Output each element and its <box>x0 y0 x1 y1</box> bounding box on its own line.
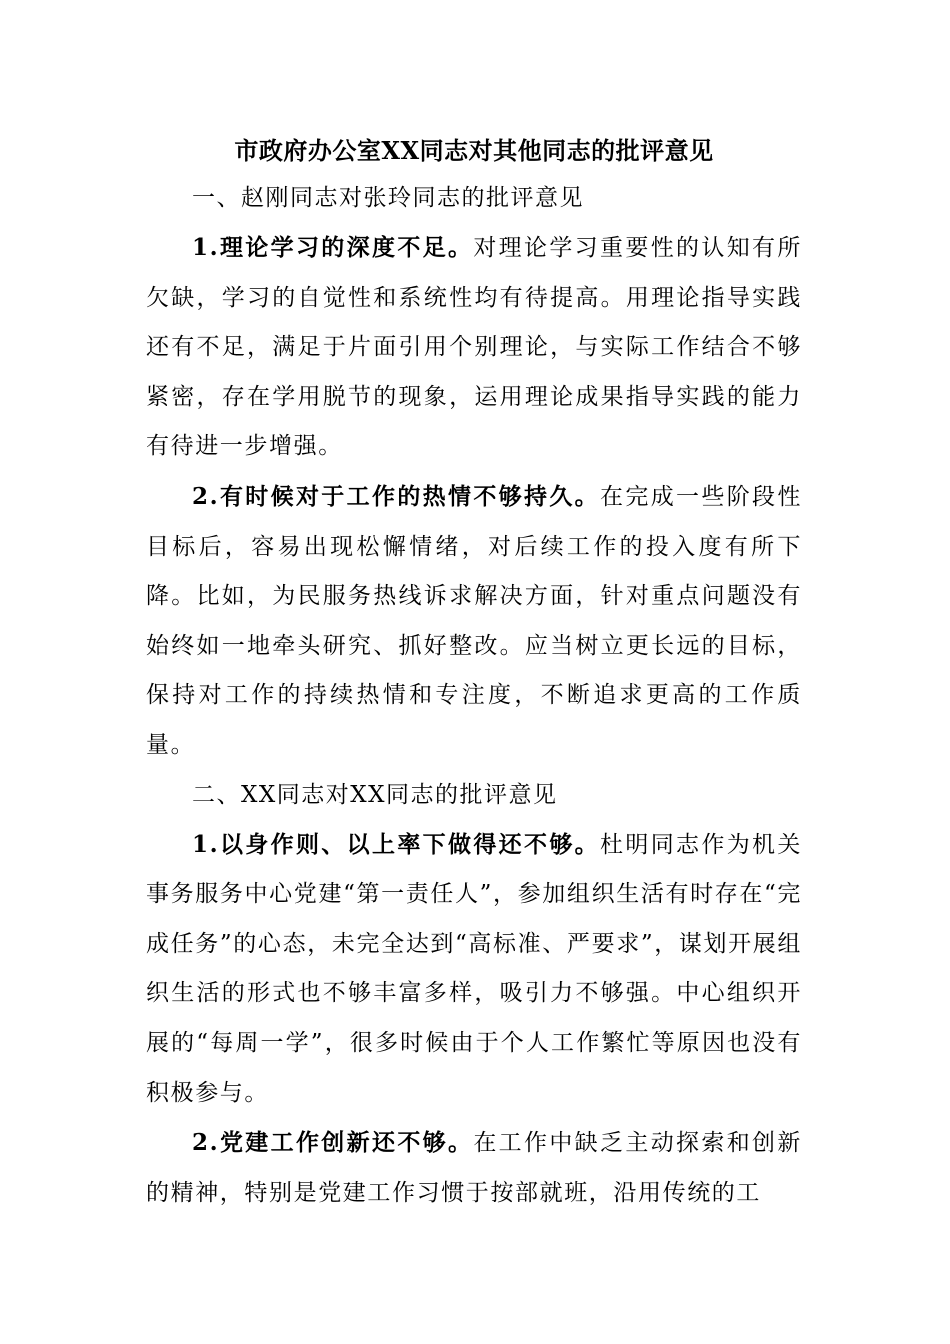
paragraph-1-2 <box>146 472 802 771</box>
paragraph-lead: 1.以身作则、以上率下做得还不够。 <box>192 830 601 858</box>
paragraph-lead: 2.党建工作创新还不够。 <box>192 1129 474 1157</box>
document-title: 市政府办公室XX同志对其他同志的批评意见 <box>234 136 714 165</box>
paragraph-lead: 2.有时候对于工作的热情不够持久。 <box>192 482 601 510</box>
paragraph-2-1 <box>146 820 802 1119</box>
paragraph-text: 在工作中缺乏主动探索和创新的精神，特别是党建工作习惯于按部就班，沿用传统的工 <box>146 1130 802 1206</box>
paragraph-2-2 <box>146 1118 802 1218</box>
section-heading-2: 二、XX同志对XX同志的批评意见 <box>192 781 558 808</box>
paragraph-1-1 <box>146 223 802 472</box>
section-heading-1: 一、赵刚同志对张玲同志的批评意见 <box>192 185 584 211</box>
paragraph-lead: 1.理论学习的深度不足。 <box>192 234 474 261</box>
paragraph-text: 对理论学习重要性的认知有所欠缺，学习的自觉性和系统性均有待提高。用理论指导实践还有不足，满足于片面引用个别理论，与实际工作结合不够紧密，存在学用脱节的现象，运用理论成果指导实践的能力有待进一步增强。 <box>146 235 802 460</box>
paragraph-text: 在完成一些阶段性目标后，容易出现松懈情绪，对后续工作的投入度有所下降。比如，为民服务热线诉求解决方面，针对重点问题没有始终如一地牵头研究、抓好整改。应当树立更长远的目标，保持对工作的持续热情和专注度，不断追求更高的工作质量。 <box>146 483 802 758</box>
document-body <box>146 128 802 1218</box>
paragraph-text: 杜明同志作为机关事务服务中心党建“第一责任人”，参加组织生活有时存在“完成任务”的心态，未完全达到“高标准、严要求”，谋划开展组织生活的形式也不够丰富多样，吸引力不够强。中心组织开展的“每周一学”，很多时候由于个人工作繁忙等原因也没有积极参与。 <box>146 831 802 1106</box>
